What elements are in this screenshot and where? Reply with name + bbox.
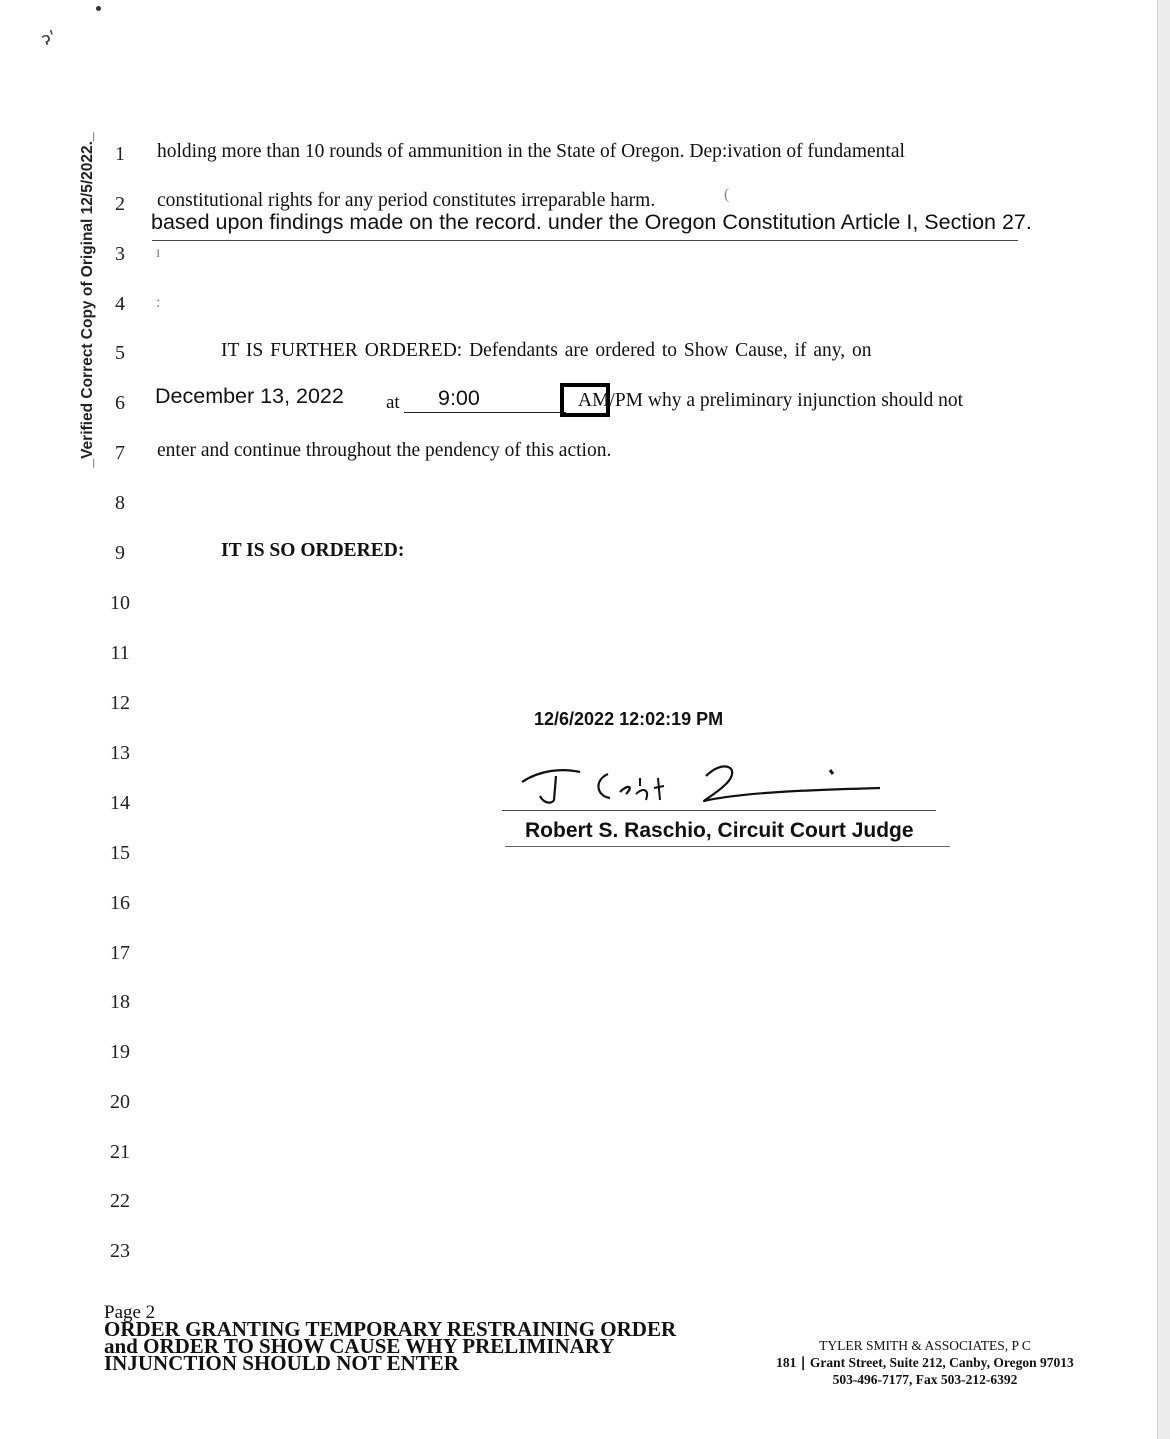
line-number: 5 xyxy=(115,342,125,364)
judge-underline xyxy=(505,846,950,847)
line-number: 1 xyxy=(115,143,125,165)
hearing-time: 9:00 xyxy=(438,386,480,410)
line-number: 7 xyxy=(115,442,125,464)
body-line-1: holding more than 10 rounds of ammunition in the State of Oregon. Dep:ivation of fundamental xyxy=(157,141,905,162)
footer-title-line: INJUNCTION SHOULD NOT ENTER xyxy=(104,1351,459,1375)
line-number: 17 xyxy=(110,942,130,964)
body-line-7: enter and continue throughout the pendency of this action. xyxy=(157,440,612,461)
line-number: 14 xyxy=(110,792,130,814)
law-firm-block xyxy=(740,1337,1110,1388)
at-label: at xyxy=(386,392,400,413)
signature-line xyxy=(502,810,936,811)
firm-name: TYLER SMITH & ASSOCIATES, P C xyxy=(819,1338,1031,1353)
line-number: 15 xyxy=(110,842,130,864)
so-ordered: IT IS SO ORDERED: xyxy=(221,540,405,561)
judge-signature xyxy=(510,748,890,810)
line-number: 20 xyxy=(110,1091,130,1113)
redaction-mark: ( xyxy=(724,186,730,203)
line-number: 9 xyxy=(115,542,125,564)
page-number: Page 2 xyxy=(104,1302,156,1323)
line-number: 3 xyxy=(115,243,125,265)
line-number: 8 xyxy=(115,492,125,514)
further-ordered-text: IT IS FURTHER ORDERED: Defendants are ordered to Show Cause, if any, on xyxy=(221,340,872,361)
line-number: 23 xyxy=(110,1240,130,1262)
body-line-2: constitutional rights for any period constitutes irreparable harm. xyxy=(157,190,656,211)
corner-scribble: ɂ' xyxy=(39,26,59,51)
line-number: 6 xyxy=(115,392,125,414)
line-number: 12 xyxy=(110,692,130,714)
firm-phone: 503-496-7177, Fax 503-212-6392 xyxy=(832,1372,1018,1387)
line-number: 13 xyxy=(110,742,130,764)
page-edge xyxy=(1157,0,1170,1439)
stray-mark: ı xyxy=(156,244,161,261)
line-number: 2 xyxy=(115,193,125,215)
footer-title-line: and ORDER TO SHOW CAUSE WHY PRELIMINARY xyxy=(104,1334,615,1358)
stray-mark: : xyxy=(156,294,161,311)
footer-title-block xyxy=(104,1302,677,1375)
line-number: 18 xyxy=(110,991,130,1013)
overlay-findings-text: based upon findings made on the record. under the Oregon Constitution Article I, Section 27. xyxy=(151,210,1032,234)
line-number: 16 xyxy=(110,892,130,914)
time-field-line xyxy=(404,412,566,413)
hearing-date: December 13, 2022 xyxy=(155,384,344,408)
further-ordered-line xyxy=(221,340,872,362)
judge-name: Robert S. Raschio, Circuit Court Judge xyxy=(525,819,914,842)
line-number: 11 xyxy=(110,642,130,664)
line-number: 4 xyxy=(115,293,125,315)
signature-timestamp: 12/6/2022 12:02:19 PM xyxy=(534,709,724,729)
line-number: 10 xyxy=(110,592,130,614)
ampm-preliminary-text: AM/PM why a preliminɑry injunction should not xyxy=(578,390,964,411)
overlay-underline xyxy=(152,240,1018,241)
firm-address: 181 ∣ Grant Street, Suite 212, Canby, Oregon 97013 xyxy=(776,1355,1074,1370)
line-number: 21 xyxy=(110,1141,130,1163)
line-number: 19 xyxy=(110,1041,130,1063)
ink-dot xyxy=(96,6,101,11)
line-number: 22 xyxy=(110,1190,130,1212)
footer-title-line: ORDER GRANTING TEMPORARY RESTRAINING ORDER xyxy=(104,1317,677,1341)
verified-copy-stamp: _Verified Correct Copy of Original 12/5/2022._ xyxy=(79,132,96,468)
